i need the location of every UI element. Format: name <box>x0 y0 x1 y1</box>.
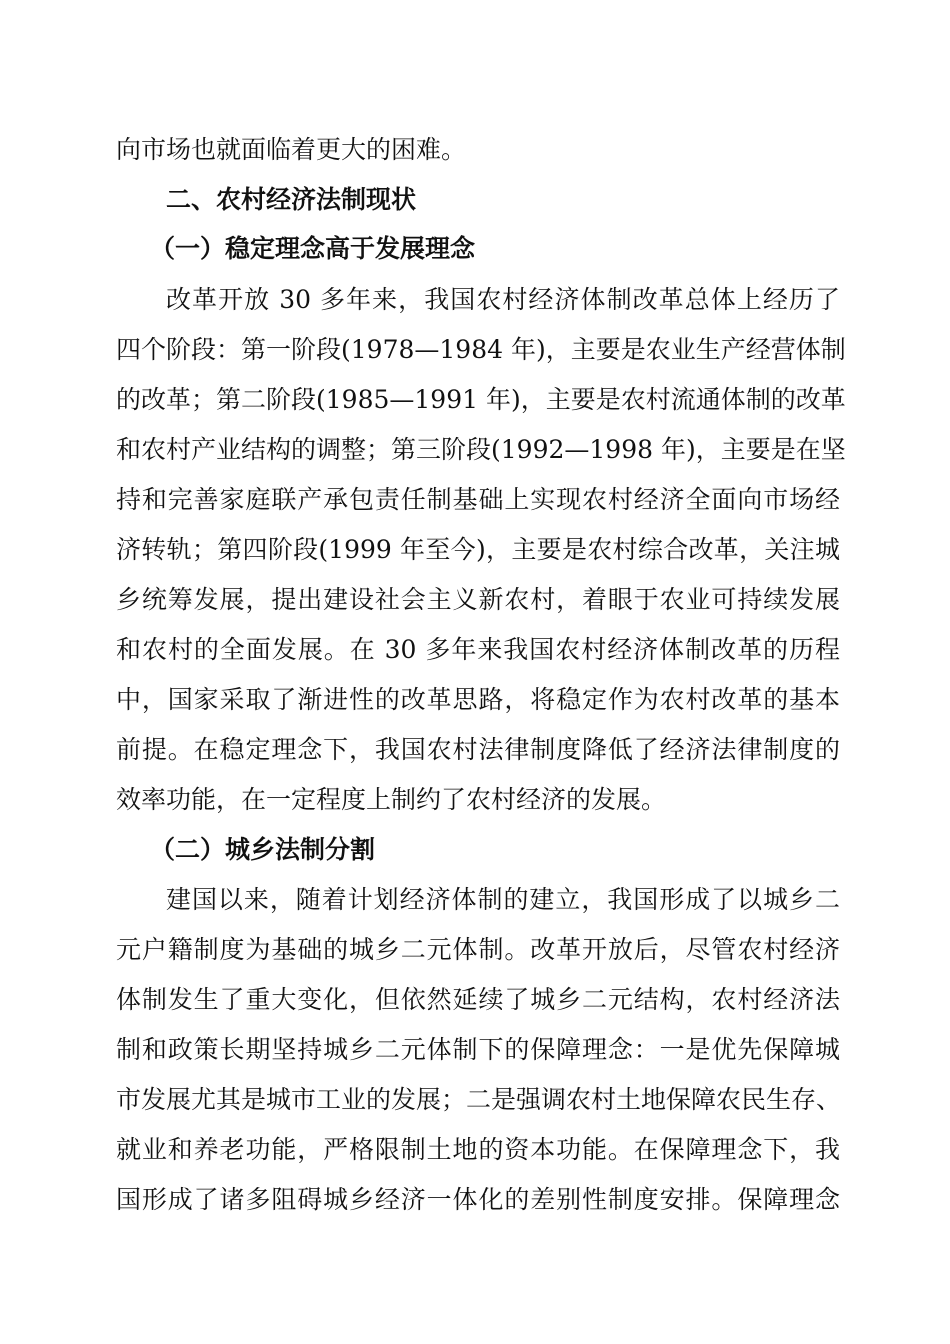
paragraph-line: 济转轨；第四阶段(1999 年至今)，主要是农村综合改革，关注城 <box>116 535 840 564</box>
paragraph-line: 建国以来，随着计划经济体制的建立，我国形成了以城乡二 <box>166 885 840 914</box>
paragraph-line: 和农村的全面发展。在 30 多年来我国农村经济体制改革的历程 <box>116 635 840 664</box>
paragraph-line: 的改革；第二阶段(1985—1991 年)，主要是农村流通体制的改革 <box>116 385 846 414</box>
paragraph-line: 前提。在稳定理念下，我国农村法律制度降低了经济法律制度的 <box>116 735 840 764</box>
paragraph-line: 四个阶段：第一阶段(1978—1984 年)，主要是农业生产经营体制 <box>116 335 846 364</box>
paragraph-line: 就业和养老功能，严格限制土地的资本功能。在保障理念下，我 <box>116 1135 840 1164</box>
paragraph-line: 元户籍制度为基础的城乡二元体制。改革开放后，尽管农村经济 <box>116 935 840 964</box>
paragraph-line: 向市场也就面临着更大的困难。 <box>116 135 467 164</box>
paragraph-line: 市发展尤其是城市工业的发展；二是强调农村土地保障农民生存、 <box>116 1085 842 1114</box>
subsection-heading: （一）稳定理念高于发展理念 <box>150 234 476 263</box>
paragraph-line: 国形成了诸多阻碍城乡经济一体化的差别性制度安排。保障理念 <box>116 1185 840 1214</box>
section-heading: 二、农村经济法制现状 <box>166 185 417 214</box>
paragraph-line: 改革开放 30 多年来，我国农村经济体制改革总体上经历了 <box>166 285 840 314</box>
paragraph-line: 持和完善家庭联产承包责任制基础上实现农村经济全面向市场经 <box>116 485 840 514</box>
paragraph-line: 效率功能，在一定程度上制约了农村经济的发展。 <box>116 785 667 814</box>
paragraph-line: 制和政策长期坚持城乡二元体制下的保障理念：一是优先保障城 <box>116 1035 840 1064</box>
subsection-heading: （二）城乡法制分割 <box>150 835 376 864</box>
paragraph-line: 中，国家采取了渐进性的改革思路，将稳定作为农村改革的基本 <box>116 685 840 714</box>
paragraph-line: 乡统筹发展，提出建设社会主义新农村，着眼于农业可持续发展 <box>116 585 840 614</box>
paragraph-line: 体制发生了重大变化，但依然延续了城乡二元结构，农村经济法 <box>116 985 840 1014</box>
paragraph-line: 和农村产业结构的调整；第三阶段(1992—1998 年)，主要是在坚 <box>116 435 846 464</box>
